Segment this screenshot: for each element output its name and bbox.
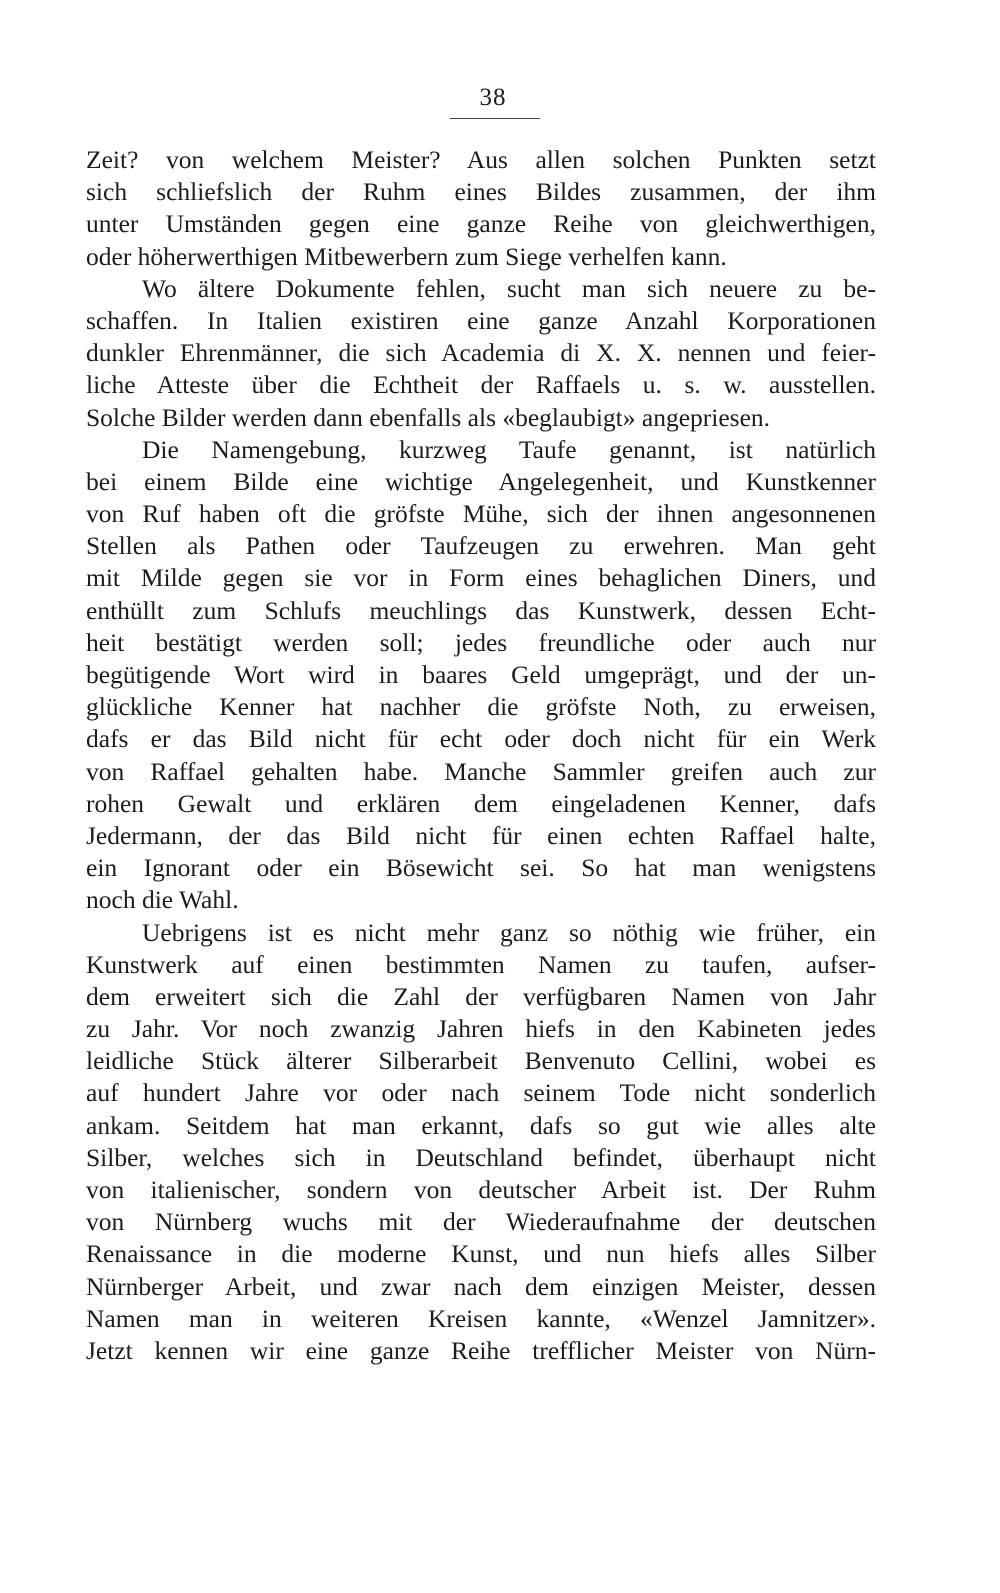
- text-line: von italienischer, sondern von deutscher Arbeit ist. Der Ruhm: [86, 1175, 876, 1204]
- text-line: enthüllt zum Schlufs meuchlings das Kunstwerk, dessen Echt-: [86, 595, 876, 625]
- text-line: unter Umständen gegen eine ganze Reihe von gleichwerthigen,: [86, 209, 876, 239]
- text-line: von Ruf haben oft die gröfste Mühe, sich der ihnen angesonnenen: [86, 499, 876, 529]
- text-line: liche Atteste über die Echtheit der Raffaels u. s. w. ausstellen.: [86, 370, 876, 400]
- text-line: dunkler Ehrenmänner, die sich Academia di X. X. nennen und feier-: [86, 338, 876, 368]
- page-number-rule: [450, 118, 540, 119]
- text-line: schaffen. In Italien existiren eine ganze Anzahl Korporationen: [86, 305, 876, 335]
- text-line: Kunstwerk auf einen bestimmten Namen zu taufen, aufser-: [86, 949, 876, 979]
- text-line: dem erweitert sich die Zahl der verfügbaren Namen von Jahr: [86, 981, 876, 1011]
- text-line: Die Namengebung, kurzweg Taufe genannt, ist natürlich: [142, 434, 876, 464]
- text-line: auf hundert Jahre vor oder nach seinem Tode nicht sonderlich: [86, 1078, 876, 1108]
- text-line: Stellen als Pathen oder Taufzeugen zu erwehren. Man geht: [86, 531, 876, 561]
- body-text: [86, 144, 876, 1367]
- text-line: Nürnberger Arbeit, und zwar nach dem einzigen Meister, dessen: [86, 1271, 876, 1301]
- text-line: von Nürnberg wuchs mit der Wiederaufnahme der deutschen: [86, 1207, 876, 1237]
- text-line: mit Milde gegen sie vor in Form eines behaglichen Diners, und: [86, 563, 876, 593]
- text-line: von Raffael gehalten habe. Manche Sammler greifen auch zur: [86, 756, 876, 786]
- text-line: begütigende Wort wird in baares Geld umgeprägt, und der un-: [86, 660, 876, 689]
- text-line: Solche Bilder werden dann ebenfalls als «beglaubigt» angepriesen.: [86, 402, 771, 432]
- text-line: bei einem Bilde eine wichtige Angelegenheit, und Kunstkenner: [86, 466, 876, 496]
- text-line: Renaissance in die moderne Kunst, und nun hiefs alles Silber: [86, 1239, 876, 1269]
- page-number: 38: [479, 84, 507, 111]
- text-line: Jedermann, der das Bild nicht für einen echten Raffael halte,: [86, 820, 876, 850]
- text-line: noch die Wahl.: [86, 885, 239, 915]
- text-line: leidliche Stück älterer Silberarbeit Benvenuto Cellini, wobei es: [86, 1046, 876, 1076]
- text-line: dafs er das Bild nicht für echt oder doch nicht für ein Werk: [86, 724, 876, 754]
- text-line: zu Jahr. Vor noch zwanzig Jahren hiefs in den Kabineten jedes: [86, 1014, 876, 1044]
- text-line: Namen man in weiteren Kreisen kannte, «Wenzel Jamnitzer».: [86, 1303, 876, 1333]
- text-line: heit bestätigt werden soll; jedes freundliche oder auch nur: [86, 627, 876, 657]
- text-line: Silber, welches sich in Deutschland befindet, überhaupt nicht: [86, 1142, 876, 1172]
- text-line: ankam. Seitdem hat man erkannt, dafs so gut wie alles alte: [86, 1110, 876, 1140]
- text-line: Jetzt kennen wir eine ganze Reihe trefflicher Meister von Nürn-: [86, 1335, 876, 1365]
- text-line: glückliche Kenner hat nachher die gröfste Noth, zu erweisen,: [86, 692, 876, 722]
- text-line: ein Ignorant oder ein Bösewicht sei. So hat man wenigstens: [86, 853, 876, 883]
- text-line: rohen Gewalt und erklären dem eingeladenen Kenner, dafs: [86, 788, 876, 818]
- text-line: Wo ältere Dokumente fehlen, sucht man sich neuere zu be-: [142, 273, 876, 303]
- text-line: sich schliefslich der Ruhm eines Bildes zusammen, der ihm: [86, 177, 876, 207]
- text-line: Zeit? von welchem Meister? Aus allen solchen Punkten setzt: [86, 145, 876, 174]
- text-line: Uebrigens ist es nicht mehr ganz so nöthig wie früher, ein: [142, 917, 876, 947]
- text-line: oder höherwerthigen Mitbewerbern zum Siege verhelfen kann.: [86, 241, 727, 271]
